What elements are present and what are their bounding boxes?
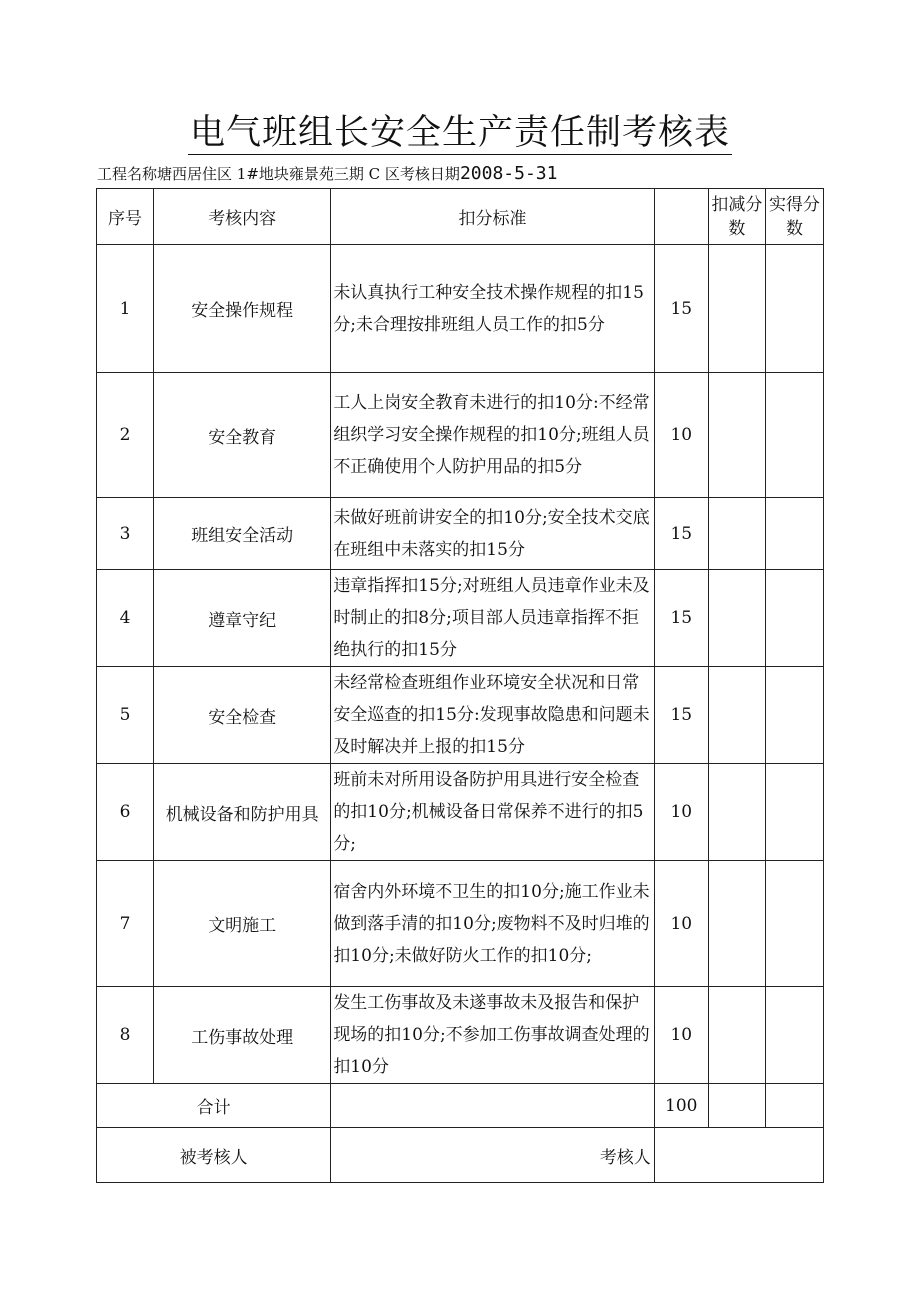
title-text: 电气班组长安全生产责任制考核表 <box>189 113 730 153</box>
row-score: 15 <box>654 498 708 570</box>
examiner-signature-cell[interactable] <box>654 1128 823 1183</box>
row-standard: 未认真执行工种安全技术操作规程的扣15分;未合理按排班组人员工作的扣5分 <box>331 245 654 373</box>
row-deduct-cell[interactable] <box>708 861 765 987</box>
row-score: 10 <box>654 373 708 498</box>
row-number: 4 <box>97 570 154 667</box>
table-row <box>97 667 824 764</box>
row-actual-cell[interactable] <box>765 667 823 764</box>
date-label: 考核日期 <box>399 165 460 183</box>
row-standard: 班前未对所用设备防护用具进行安全检查的扣10分;机械设备日常保养不进行的扣5分; <box>331 764 654 861</box>
header-score <box>654 189 708 245</box>
table-row <box>97 987 824 1084</box>
row-item: 安全教育 <box>154 373 331 498</box>
total-label: 合计 <box>97 1084 331 1128</box>
row-actual-cell[interactable] <box>765 245 823 373</box>
total-row <box>97 1084 824 1128</box>
header-standard: 扣分标准 <box>331 189 654 245</box>
row-number: 5 <box>97 667 154 764</box>
row-standard: 宿舍内外环境不卫生的扣10分;施工作业未做到落手清的扣10分;废物料不及时归堆的扣10分;未做好防火工作的扣10分; <box>331 861 654 987</box>
project-label: 工程名称 <box>97 165 158 183</box>
row-number: 6 <box>97 764 154 861</box>
row-number: 8 <box>97 987 154 1084</box>
total-actual-cell[interactable] <box>765 1084 823 1128</box>
row-deduct-cell[interactable] <box>708 245 765 373</box>
examiner-label: 考核人 <box>331 1128 654 1183</box>
header-row <box>97 189 824 245</box>
row-number: 2 <box>97 373 154 498</box>
header-content: 考核内容 <box>154 189 331 245</box>
page-title <box>0 105 920 155</box>
total-deduct-cell[interactable] <box>708 1084 765 1128</box>
row-item: 机械设备和防护用具 <box>154 764 331 861</box>
row-item: 工伤事故处理 <box>154 987 331 1084</box>
row-standard: 工人上岗安全教育未进行的扣10分:不经常组织学习安全操作规程的扣10分;班组人员不正确使用个人防护用品的扣5分 <box>331 373 654 498</box>
project-name: 塘西居住区 1#地块雍景苑三期 C 区 <box>157 165 400 183</box>
row-deduct-cell[interactable] <box>708 570 765 667</box>
table-row <box>97 861 824 987</box>
row-score: 15 <box>654 570 708 667</box>
row-actual-cell[interactable] <box>765 861 823 987</box>
row-score: 10 <box>654 861 708 987</box>
row-standard: 违章指挥扣15分;对班组人员违章作业未及时制止的扣8分;项目部人员违章指挥不拒绝执行的扣15分 <box>331 570 654 667</box>
row-actual-cell[interactable] <box>765 373 823 498</box>
table-row <box>97 570 824 667</box>
row-score: 10 <box>654 764 708 861</box>
row-score: 15 <box>654 667 708 764</box>
header-seq: 序号 <box>97 189 154 245</box>
signature-row <box>97 1128 824 1183</box>
assessment-date: 2008-5-31 <box>459 163 558 184</box>
header-deduct: 扣减分数 <box>708 189 765 245</box>
examinee-label: 被考核人 <box>97 1128 331 1183</box>
row-actual-cell[interactable] <box>765 764 823 861</box>
table-row <box>97 764 824 861</box>
row-item: 安全检查 <box>154 667 331 764</box>
assessment-table <box>96 188 824 1183</box>
row-score: 10 <box>654 987 708 1084</box>
row-score: 15 <box>654 245 708 373</box>
row-item: 安全操作规程 <box>154 245 331 373</box>
row-deduct-cell[interactable] <box>708 373 765 498</box>
row-item: 班组安全活动 <box>154 498 331 570</box>
total-standard-cell <box>331 1084 654 1128</box>
row-actual-cell[interactable] <box>765 987 823 1084</box>
row-number: 7 <box>97 861 154 987</box>
header-actual: 实得分数 <box>765 189 823 245</box>
row-deduct-cell[interactable] <box>708 498 765 570</box>
total-score: 100 <box>654 1084 708 1128</box>
row-actual-cell[interactable] <box>765 570 823 667</box>
row-deduct-cell[interactable] <box>708 764 765 861</box>
row-item: 遵章守纪 <box>154 570 331 667</box>
row-deduct-cell[interactable] <box>708 667 765 764</box>
table-row <box>97 245 824 373</box>
row-number: 3 <box>97 498 154 570</box>
row-number: 1 <box>97 245 154 373</box>
row-actual-cell[interactable] <box>765 498 823 570</box>
row-standard: 未经常检查班组作业环境安全状况和日常安全巡查的扣15分:发现事故隐患和问题未及时解决并上报的扣15分 <box>331 667 654 764</box>
project-info-line <box>97 163 557 184</box>
table-row <box>97 498 824 570</box>
table-row <box>97 373 824 498</box>
row-standard: 未做好班前讲安全的扣10分;安全技术交底在班组中未落实的扣15分 <box>331 498 654 570</box>
row-deduct-cell[interactable] <box>708 987 765 1084</box>
row-standard: 发生工伤事故及未遂事故未及报告和保护现场的扣10分;不参加工伤事故调查处理的扣10分 <box>331 987 654 1084</box>
row-item: 文明施工 <box>154 861 331 987</box>
